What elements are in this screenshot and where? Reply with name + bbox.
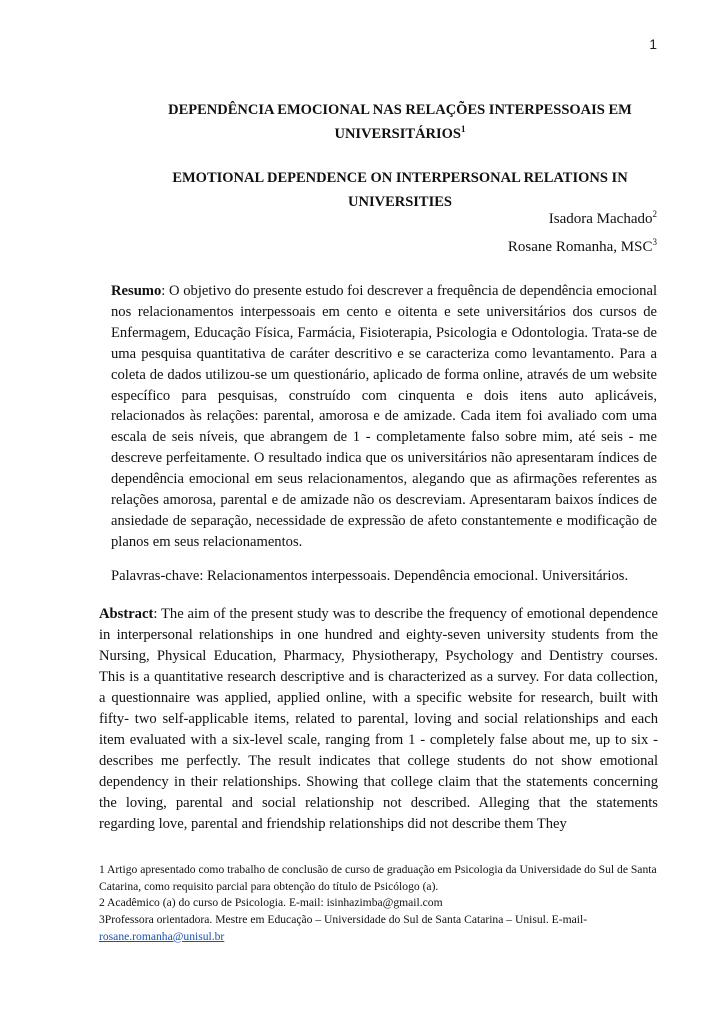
footnote-2: 2 Acadêmico (a) do curso de Psicologia. E-mail: isinhazimba@gmail.com	[99, 896, 443, 910]
footnotes	[99, 862, 664, 946]
resumo-text: : O objetivo do presente estudo foi descrever a frequência de dependência emocional nos relacionamentos interpessoais em cento e oitenta e sete universitários dos cursos de Enfermagem, Educação Física, Farmácia, Fisioterapia, Psicologia e Odontologia. Trata-se de uma pesquisa quantitativa de caráter descritivo e se caracteriza como levantamento. Para a coleta de dados utilizou-se um questionário, aplicado de forma online, através de um website específico para pesquisas, construído com cinquenta e dois itens auto aplicáveis, relacionados às relações: parental, amorosa e de amizade. Cada item foi avaliado com uma escala de seis níveis, que abrangem de 1 - completamente falso sobre mim, até seis - me descreve perfeitamente. O resultado indica que os universitários não apresentaram índices de dependência emocional em seus relacionamentos, alegando que as afirmações referentes as relações amorosa, parental e de amizade não os descreviam. Apresentaram baixos índices de ansiedade de separação, necessidade de expressão de afeto constantemente e modificação de planos em seus relacionamentos.	[111, 283, 657, 550]
abstract-label: Abstract	[99, 606, 154, 622]
title-pt-line2: UNIVERSITÁRIOS	[334, 126, 461, 142]
author-1	[549, 208, 657, 230]
page-number: 1	[649, 36, 657, 52]
author-2	[508, 236, 657, 258]
author-footnote-ref: 3	[652, 237, 657, 247]
title-footnote-ref: 1	[461, 124, 466, 135]
resumo-paragraph	[111, 281, 657, 553]
abstract-text: : The aim of the present study was to describe the frequency of emotional dependence in interpersonal relationships in one hundred and eighty-seven university students from the Nursing, Physical Education, Pharmacy, Physiotherapy, Psychology and Dentistry courses. This is a quantitative research descriptive and is characterized as a survey. For data collection, a questionnaire was applied, applied online, with a specific website for research, built with fifty- two self-applicable items, related to parental, loving and social relationships and each item evaluated with a six-level scale, ranging from 1 - completely false about me, up to six - describes me perfectly. The result indicates that college students do not show emotional dependency in their relationships. Showing that college claim that the statements concerning the loving, parental and social relationship not described. Alleging that the statements regarding love, parental and friendship relationships did not describe them They	[99, 606, 658, 832]
resumo-label: Resumo	[111, 283, 162, 299]
title-portuguese	[150, 98, 650, 146]
footnote-3	[99, 912, 664, 945]
email-link[interactable]: rosane.romanha@unisul.br	[99, 929, 225, 943]
keywords: Palavras-chave: Relacionamentos interpessoais. Dependência emocional. Universitários.	[111, 568, 629, 584]
author-footnote-ref: 2	[652, 209, 657, 219]
footnote-3-text: 3Professora orientadora. Mestre em Educação – Universidade do Sul de Santa Catarina – Unisul. E-mail-	[99, 913, 588, 927]
author-name: Isadora Machado	[548, 211, 653, 227]
footnote-1: 1 Artigo apresentado como trabalho de conclusão de curso de graduação em Psicologia da Universidade do Sul de Santa Catarina, como requisito parcial para obtenção do título de Psicólogo (a).	[99, 863, 657, 893]
title-en-line1: EMOTIONAL DEPENDENCE ON INTERPERSONAL RELATIONS IN	[172, 170, 628, 186]
author-name: Rosane Romanha, MSC	[507, 239, 653, 255]
title-pt-line1: DEPENDÊNCIA EMOCIONAL NAS RELAÇÕES INTERPESSOAIS EM	[168, 102, 632, 118]
title-english	[150, 166, 650, 214]
abstract-paragraph	[99, 604, 658, 835]
title-en-line2: UNIVERSITIES	[348, 194, 452, 210]
